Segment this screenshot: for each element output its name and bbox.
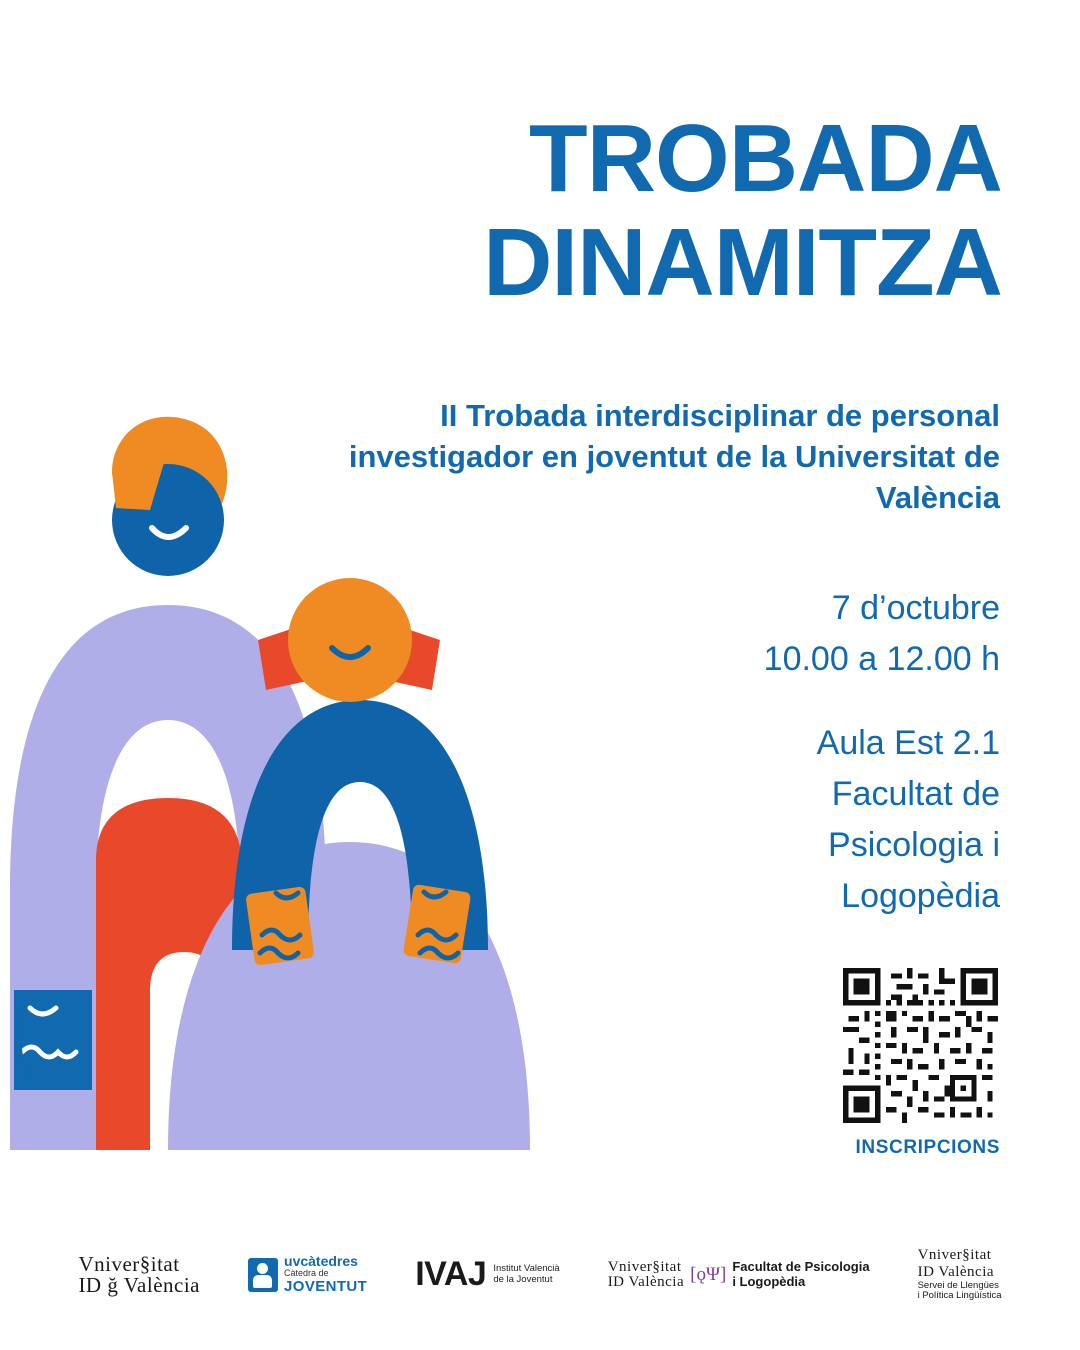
catedres-mid: Càtedra de: [284, 1268, 329, 1279]
ivaj-sub-line2: de la Joventut: [493, 1273, 553, 1285]
shape-head-orange: [288, 578, 412, 702]
poster-datetime: [440, 583, 1000, 685]
fac-uv-line1: Vniver§itat: [607, 1258, 682, 1275]
fac-line1: Facultat de Psicologia: [732, 1258, 870, 1274]
logo-uv-catedres-joventut: [248, 1254, 367, 1296]
venue-line-1: Aula Est 2.1: [816, 724, 1000, 762]
shape-blue-foot: [14, 990, 92, 1090]
venue-line-4: Logopèdia: [841, 877, 1000, 915]
qr-section: [840, 968, 1000, 1159]
logo-ivaj: [415, 1255, 559, 1294]
qr-label: INSCRIPCIONS: [855, 1137, 1000, 1158]
event-date: 7 d’octubre: [831, 589, 1000, 627]
qr-code[interactable]: [843, 968, 998, 1123]
uv-logo-line1: Vniver§itat: [78, 1251, 180, 1276]
catedres-top: uvcàtedres: [284, 1252, 358, 1269]
fac-uv-line2: ID València: [607, 1273, 685, 1290]
serv-uv-line1: Vniver§itat: [917, 1247, 992, 1264]
title-line-1: TROBADA: [529, 105, 1002, 212]
catedres-bottom: JOVENTUT: [284, 1277, 368, 1295]
serv-uv-line2: ID València: [917, 1263, 995, 1280]
venue-line-3: Psicologia i: [828, 826, 1000, 864]
uv-logo-line2: ID ğ València: [78, 1272, 201, 1297]
poster-subtitle: II Trobada interdisciplinar de personal investigador en joventut de la Universitat de València: [348, 398, 1000, 516]
poster-title: [352, 105, 1002, 317]
venue-line-2: Facultat de: [831, 775, 1000, 813]
footer-logos: [0, 1247, 1080, 1302]
psi-symbol-icon: [ǫΨ]: [690, 1263, 727, 1285]
event-time: 10.00 a 12.00 h: [763, 640, 1000, 678]
logo-facultat-psicologia-logopedia: [608, 1260, 870, 1290]
fac-line2: i Logopèdia: [732, 1273, 806, 1289]
serv-line1: Servei de Llengües: [917, 1279, 999, 1291]
logo-servei-de-llengues: [918, 1247, 1002, 1302]
poster-venue: [440, 718, 1000, 922]
person-icon: [248, 1258, 278, 1292]
ivaj-sub-line1: Institut Valencià: [493, 1262, 560, 1274]
ivaj-wordmark: IVAJ: [415, 1255, 487, 1294]
title-line-2: DINAMITZA: [483, 209, 1002, 317]
serv-line2: i Política Lingüística: [917, 1290, 1002, 1302]
logo-universitat-de-valencia: [78, 1251, 201, 1297]
